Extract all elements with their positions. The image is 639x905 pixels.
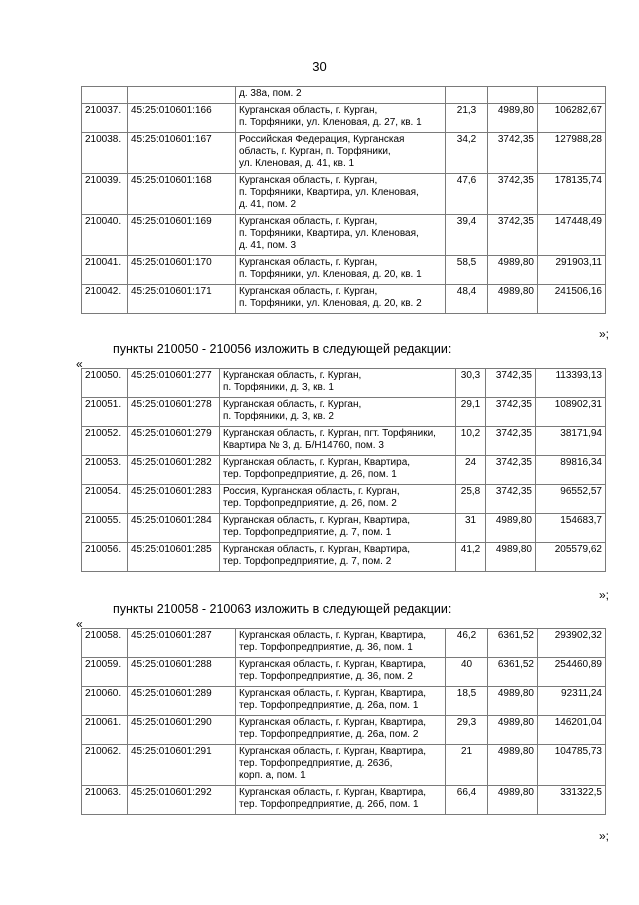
- item-number-cell: 210053.: [82, 456, 128, 485]
- address-cell: [220, 369, 456, 398]
- price-cell: 6361,52: [488, 629, 538, 658]
- address-cell: [236, 256, 446, 285]
- total-cell: 92311,24: [538, 687, 606, 716]
- address-line: тер. Торфопредприятие, д. 7, пом. 1: [223, 527, 392, 538]
- address-line: п. Торфяники, д. 3, кв. 2: [223, 411, 334, 422]
- total-cell: 293902,32: [538, 629, 606, 658]
- address-line: тер. Торфопредприятие, д. 36, пом. 1: [239, 642, 413, 653]
- address-line: Курганская область, г. Курган, Квартира,: [239, 688, 427, 699]
- address-line: Курганская область, г. Курган,: [223, 399, 362, 410]
- address-line: Курганская область, г. Курган, Квартира,: [239, 787, 427, 798]
- table-row: [82, 369, 606, 398]
- section-intro: пункты 210050 - 210056 изложить в следующей редакции:: [113, 342, 452, 356]
- cadastral-number-cell: [128, 87, 236, 104]
- total-cell: 291903,11: [538, 256, 606, 285]
- address-line: д. 41, пом. 3: [239, 240, 297, 251]
- item-number-cell: 210062.: [82, 745, 128, 786]
- area-cell: 40: [446, 658, 488, 687]
- price-cell: 4989,80: [488, 256, 538, 285]
- cadastral-number-cell: 45:25:010601:289: [128, 687, 236, 716]
- table-row: [82, 87, 606, 104]
- price-cell: 3742,35: [486, 398, 536, 427]
- closing-quote: »;: [598, 829, 609, 843]
- table-row: [82, 543, 606, 572]
- total-cell: 205579,62: [536, 543, 606, 572]
- item-number-cell: 210055.: [82, 514, 128, 543]
- address-line: Курганская область, г. Курган, Квартира,: [239, 630, 427, 641]
- area-cell: 39,4: [446, 215, 488, 256]
- total-cell: 241506,16: [538, 285, 606, 314]
- table-row: [82, 215, 606, 256]
- price-cell: 3742,35: [486, 427, 536, 456]
- price-cell: 4989,80: [488, 745, 538, 786]
- address-cell: [236, 104, 446, 133]
- address-line: Курганская область, г. Курган,: [223, 370, 362, 381]
- price-cell: 4989,80: [488, 104, 538, 133]
- area-cell: 48,4: [446, 285, 488, 314]
- area-cell: 34,2: [446, 133, 488, 174]
- cadastral-number-cell: 45:25:010601:285: [128, 543, 220, 572]
- address-line: Курганская область, г. Курган,: [239, 216, 378, 227]
- total-cell: 89816,34: [536, 456, 606, 485]
- area-cell: 21,3: [446, 104, 488, 133]
- total-cell: 127988,28: [538, 133, 606, 174]
- total-cell: 96552,57: [536, 485, 606, 514]
- item-number-cell: 210042.: [82, 285, 128, 314]
- price-cell: 4989,80: [488, 786, 538, 815]
- area-cell: 58,5: [446, 256, 488, 285]
- section-intro: пункты 210058 - 210063 изложить в следующей редакции:: [113, 602, 452, 616]
- area-cell: 29,1: [456, 398, 486, 427]
- price-cell: 3742,35: [488, 215, 538, 256]
- address-line: тер. Торфопредприятие, д. 26б, пом. 1: [239, 799, 419, 810]
- cadastral-number-cell: 45:25:010601:284: [128, 514, 220, 543]
- address-line: п. Торфяники, Квартира, ул. Кленовая,: [239, 187, 419, 198]
- address-cell: [236, 687, 446, 716]
- address-cell: [220, 485, 456, 514]
- item-number-cell: 210059.: [82, 658, 128, 687]
- address-line: тер. Торфопредприятие, д. 7, пом. 2: [223, 556, 392, 567]
- total-cell: 146201,04: [538, 716, 606, 745]
- total-cell: 331322,5: [538, 786, 606, 815]
- address-cell: [220, 427, 456, 456]
- address-line: п. Торфяники, д. 3, кв. 1: [223, 382, 334, 393]
- price-cell: 4989,80: [488, 716, 538, 745]
- address-line: Квартира № 3, д. Б/Н14760, пом. 3: [223, 440, 384, 451]
- address-line: тер. Торфопредприятие, д. 26, пом. 1: [223, 469, 397, 480]
- item-number-cell: 210052.: [82, 427, 128, 456]
- address-cell: [236, 786, 446, 815]
- cadastral-number-cell: 45:25:010601:278: [128, 398, 220, 427]
- total-cell: 106282,67: [538, 104, 606, 133]
- page-number: 30: [312, 59, 327, 74]
- table-row: [82, 104, 606, 133]
- address-cell: [236, 174, 446, 215]
- table-row: [82, 398, 606, 427]
- cadastral-number-cell: 45:25:010601:287: [128, 629, 236, 658]
- table-row: [82, 285, 606, 314]
- table-row: [82, 629, 606, 658]
- cadastral-number-cell: 45:25:010601:171: [128, 285, 236, 314]
- item-number-cell: 210063.: [82, 786, 128, 815]
- price-cell: [488, 87, 538, 104]
- cadastral-number-cell: 45:25:010601:167: [128, 133, 236, 174]
- area-cell: 18,5: [446, 687, 488, 716]
- total-cell: 154683,7: [536, 514, 606, 543]
- item-number-cell: 210050.: [82, 369, 128, 398]
- property-table-3: [81, 628, 606, 815]
- area-cell: 46,2: [446, 629, 488, 658]
- address-cell: [236, 745, 446, 786]
- price-cell: 3742,35: [488, 174, 538, 215]
- area-cell: 66,4: [446, 786, 488, 815]
- price-cell: 4989,80: [488, 687, 538, 716]
- total-cell: 113393,13: [536, 369, 606, 398]
- address-line: Курганская область, г. Курган,: [239, 105, 378, 116]
- address-line: п. Торфяники, Квартира, ул. Кленовая,: [239, 228, 419, 239]
- item-number-cell: 210061.: [82, 716, 128, 745]
- cadastral-number-cell: 45:25:010601:279: [128, 427, 220, 456]
- address-line: тер. Торфопредприятие, д. 36, пом. 2: [239, 671, 413, 682]
- table-row: [82, 485, 606, 514]
- price-cell: 4989,80: [486, 514, 536, 543]
- table-row: [82, 174, 606, 215]
- table-row: [82, 133, 606, 174]
- table-row: [82, 687, 606, 716]
- price-cell: 6361,52: [488, 658, 538, 687]
- opening-quote: «: [76, 617, 83, 631]
- address-line: п. Торфяники, ул. Кленовая, д. 27, кв. 1: [239, 117, 422, 128]
- address-cell: [236, 215, 446, 256]
- area-cell: 25,8: [456, 485, 486, 514]
- table-row: [82, 745, 606, 786]
- address-cell: [236, 87, 446, 104]
- address-line: тер. Торфопредприятие, д. 263б,: [239, 758, 393, 769]
- area-cell: 31: [456, 514, 486, 543]
- address-line: п. Торфяники, ул. Кленовая, д. 20, кв. 1: [239, 269, 422, 280]
- area-cell: 21: [446, 745, 488, 786]
- cadastral-number-cell: 45:25:010601:170: [128, 256, 236, 285]
- item-number-cell: [82, 87, 128, 104]
- address-line: п. Торфяники, ул. Кленовая, д. 20, кв. 2: [239, 298, 422, 309]
- closing-quote: »;: [598, 588, 609, 602]
- price-cell: 3742,35: [486, 485, 536, 514]
- address-line: область, г. Курган, п. Торфяники,: [239, 146, 391, 157]
- table-row: [82, 256, 606, 285]
- address-line: Российская Федерация, Курганская: [239, 134, 405, 145]
- closing-quote: »;: [598, 327, 609, 341]
- area-cell: 47,6: [446, 174, 488, 215]
- address-line: тер. Торфопредприятие, д. 26а, пом. 2: [239, 729, 419, 740]
- address-line: д. 41, пом. 2: [239, 199, 297, 210]
- address-line: Курганская область, г. Курган, Квартира,: [239, 659, 427, 670]
- cadastral-number-cell: 45:25:010601:290: [128, 716, 236, 745]
- total-cell: 104785,73: [538, 745, 606, 786]
- price-cell: 3742,35: [486, 369, 536, 398]
- table-row: [82, 427, 606, 456]
- cadastral-number-cell: 45:25:010601:288: [128, 658, 236, 687]
- area-cell: 24: [456, 456, 486, 485]
- address-cell: [220, 398, 456, 427]
- item-number-cell: 210051.: [82, 398, 128, 427]
- address-line: Курганская область, г. Курган, Квартира,: [239, 746, 427, 757]
- address-cell: [236, 716, 446, 745]
- area-cell: 41,2: [456, 543, 486, 572]
- item-number-cell: 210056.: [82, 543, 128, 572]
- item-number-cell: 210041.: [82, 256, 128, 285]
- item-number-cell: 210038.: [82, 133, 128, 174]
- area-cell: 10,2: [456, 427, 486, 456]
- cadastral-number-cell: 45:25:010601:166: [128, 104, 236, 133]
- table-row: [82, 456, 606, 485]
- cadastral-number-cell: 45:25:010601:283: [128, 485, 220, 514]
- address-cell: [236, 133, 446, 174]
- address-line: Россия, Курганская область, г. Курган,: [223, 486, 400, 497]
- total-cell: [538, 87, 606, 104]
- cadastral-number-cell: 45:25:010601:169: [128, 215, 236, 256]
- address-line: тер. Торфопредприятие, д. 26а, пом. 1: [239, 700, 419, 711]
- address-line: Курганская область, г. Курган, Квартира,: [223, 515, 411, 526]
- address-cell: [236, 285, 446, 314]
- total-cell: 178135,74: [538, 174, 606, 215]
- address-cell: [220, 514, 456, 543]
- property-table-1: [81, 86, 606, 314]
- address-line: тер. Торфопредприятие, д. 26, пом. 2: [223, 498, 397, 509]
- area-cell: 30,3: [456, 369, 486, 398]
- address-line: д. 38а, пом. 2: [239, 88, 302, 99]
- address-line: Курганская область, г. Курган,: [239, 286, 378, 297]
- price-cell: 4989,80: [488, 285, 538, 314]
- opening-quote: «: [76, 357, 83, 371]
- cadastral-number-cell: 45:25:010601:168: [128, 174, 236, 215]
- item-number-cell: 210058.: [82, 629, 128, 658]
- address-line: Курганская область, г. Курган, Квартира,: [223, 544, 411, 555]
- address-line: корп. а, пом. 1: [239, 770, 306, 781]
- address-line: Курганская область, г. Курган, Квартира,: [239, 717, 427, 728]
- price-cell: 3742,35: [488, 133, 538, 174]
- table-row: [82, 716, 606, 745]
- address-cell: [220, 456, 456, 485]
- address-line: Курганская область, г. Курган, Квартира,: [223, 457, 411, 468]
- address-cell: [220, 543, 456, 572]
- price-cell: 3742,35: [486, 456, 536, 485]
- area-cell: 29,3: [446, 716, 488, 745]
- address-cell: [236, 658, 446, 687]
- total-cell: 254460,89: [538, 658, 606, 687]
- item-number-cell: 210060.: [82, 687, 128, 716]
- property-table-2: [81, 368, 606, 572]
- total-cell: 147448,49: [538, 215, 606, 256]
- item-number-cell: 210040.: [82, 215, 128, 256]
- cadastral-number-cell: 45:25:010601:292: [128, 786, 236, 815]
- address-line: Курганская область, г. Курган, пгт. Торфяники,: [223, 428, 436, 439]
- item-number-cell: 210054.: [82, 485, 128, 514]
- total-cell: 108902,31: [536, 398, 606, 427]
- item-number-cell: 210037.: [82, 104, 128, 133]
- table-row: [82, 658, 606, 687]
- address-cell: [236, 629, 446, 658]
- cadastral-number-cell: 45:25:010601:291: [128, 745, 236, 786]
- cadastral-number-cell: 45:25:010601:277: [128, 369, 220, 398]
- address-line: ул. Кленовая, д. 41, кв. 1: [239, 158, 355, 169]
- table-row: [82, 514, 606, 543]
- total-cell: 38171,94: [536, 427, 606, 456]
- table-row: [82, 786, 606, 815]
- item-number-cell: 210039.: [82, 174, 128, 215]
- price-cell: 4989,80: [486, 543, 536, 572]
- cadastral-number-cell: 45:25:010601:282: [128, 456, 220, 485]
- address-line: Курганская область, г. Курган,: [239, 257, 378, 268]
- area-cell: [446, 87, 488, 104]
- address-line: Курганская область, г. Курган,: [239, 175, 378, 186]
